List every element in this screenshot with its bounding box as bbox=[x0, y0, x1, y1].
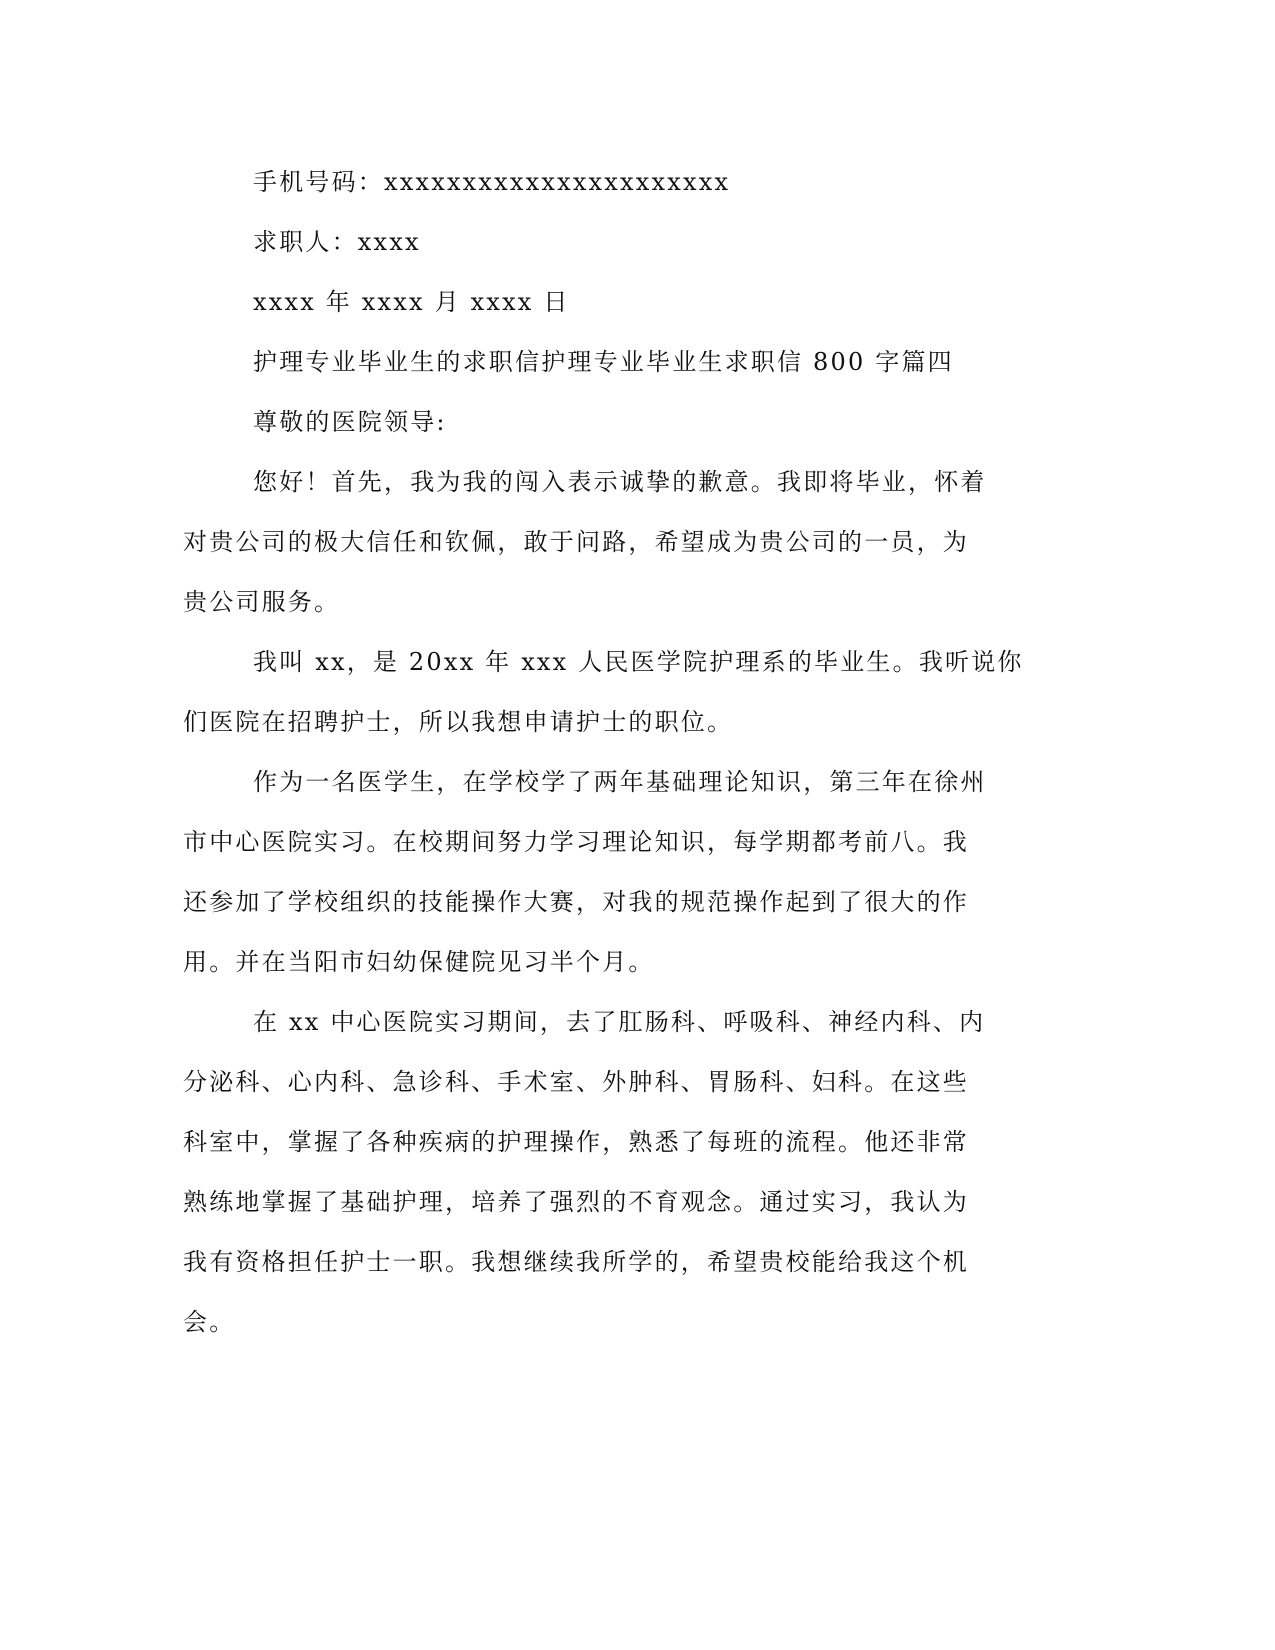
paragraph-line: 市中心医院实习。在校期间努力学习理论知识，每学期都考前八。我 bbox=[183, 828, 969, 856]
phone-number-line: 手机号码：xxxxxxxxxxxxxxxxxxxxxx bbox=[253, 168, 731, 196]
paragraph-line: 会。 bbox=[183, 1308, 236, 1336]
paragraph bbox=[183, 1000, 1043, 1360]
paragraph bbox=[183, 640, 1043, 760]
letter-title: 护理专业毕业生的求职信护理专业毕业生求职信 800 字篇四 bbox=[253, 348, 954, 376]
paragraph-line: 用。并在当阳市妇幼保健院见习半个月。 bbox=[183, 948, 655, 976]
paragraph-line: 还参加了学校组织的技能操作大赛，对我的规范操作起到了很大的作 bbox=[183, 888, 969, 916]
paragraph-line: 科室中，掌握了各种疾病的护理操作，熟悉了每班的流程。他还非常 bbox=[183, 1128, 969, 1156]
paragraph-line: 对贵公司的极大信任和钦佩，敢于问路，希望成为贵公司的一员，为 bbox=[183, 528, 969, 556]
document-body bbox=[183, 160, 1043, 1360]
paragraph bbox=[183, 460, 1043, 640]
paragraph-line: 熟练地掌握了基础护理，培养了强烈的不育观念。通过实习，我认为 bbox=[183, 1188, 969, 1216]
paragraph-line: 贵公司服务。 bbox=[183, 588, 341, 616]
paragraph-line: 作为一名医学生，在学校学了两年基础理论知识，第三年在徐州 bbox=[253, 768, 987, 796]
paragraph-line: 们医院在招聘护士，所以我想申请护士的职位。 bbox=[183, 708, 734, 736]
salutation: 尊敬的医院领导: bbox=[253, 408, 447, 436]
paragraph-line: 我有资格担任护士一职。我想继续我所学的，希望贵校能给我这个机 bbox=[183, 1248, 969, 1276]
applicant-line: 求职人：xxxx bbox=[253, 228, 421, 256]
paragraph-line: 您好！首先，我为我的闯入表示诚挚的歉意。我即将毕业，怀着 bbox=[253, 468, 987, 496]
paragraph-line: 在 xx 中心医院实习期间，去了肛肠科、呼吸科、神经内科、内 bbox=[253, 1008, 986, 1036]
paragraph-line: 分泌科、心内科、急诊科、手术室、外肿科、胃肠科、妇科。在这些 bbox=[183, 1068, 969, 1096]
paragraph bbox=[183, 760, 1043, 1000]
paragraph-line: 我叫 xx，是 20xx 年 xxx 人民医学院护理系的毕业生。我听说你 bbox=[253, 648, 1024, 676]
date-line: xxxx 年 xxxx 月 xxxx 日 bbox=[253, 288, 570, 316]
